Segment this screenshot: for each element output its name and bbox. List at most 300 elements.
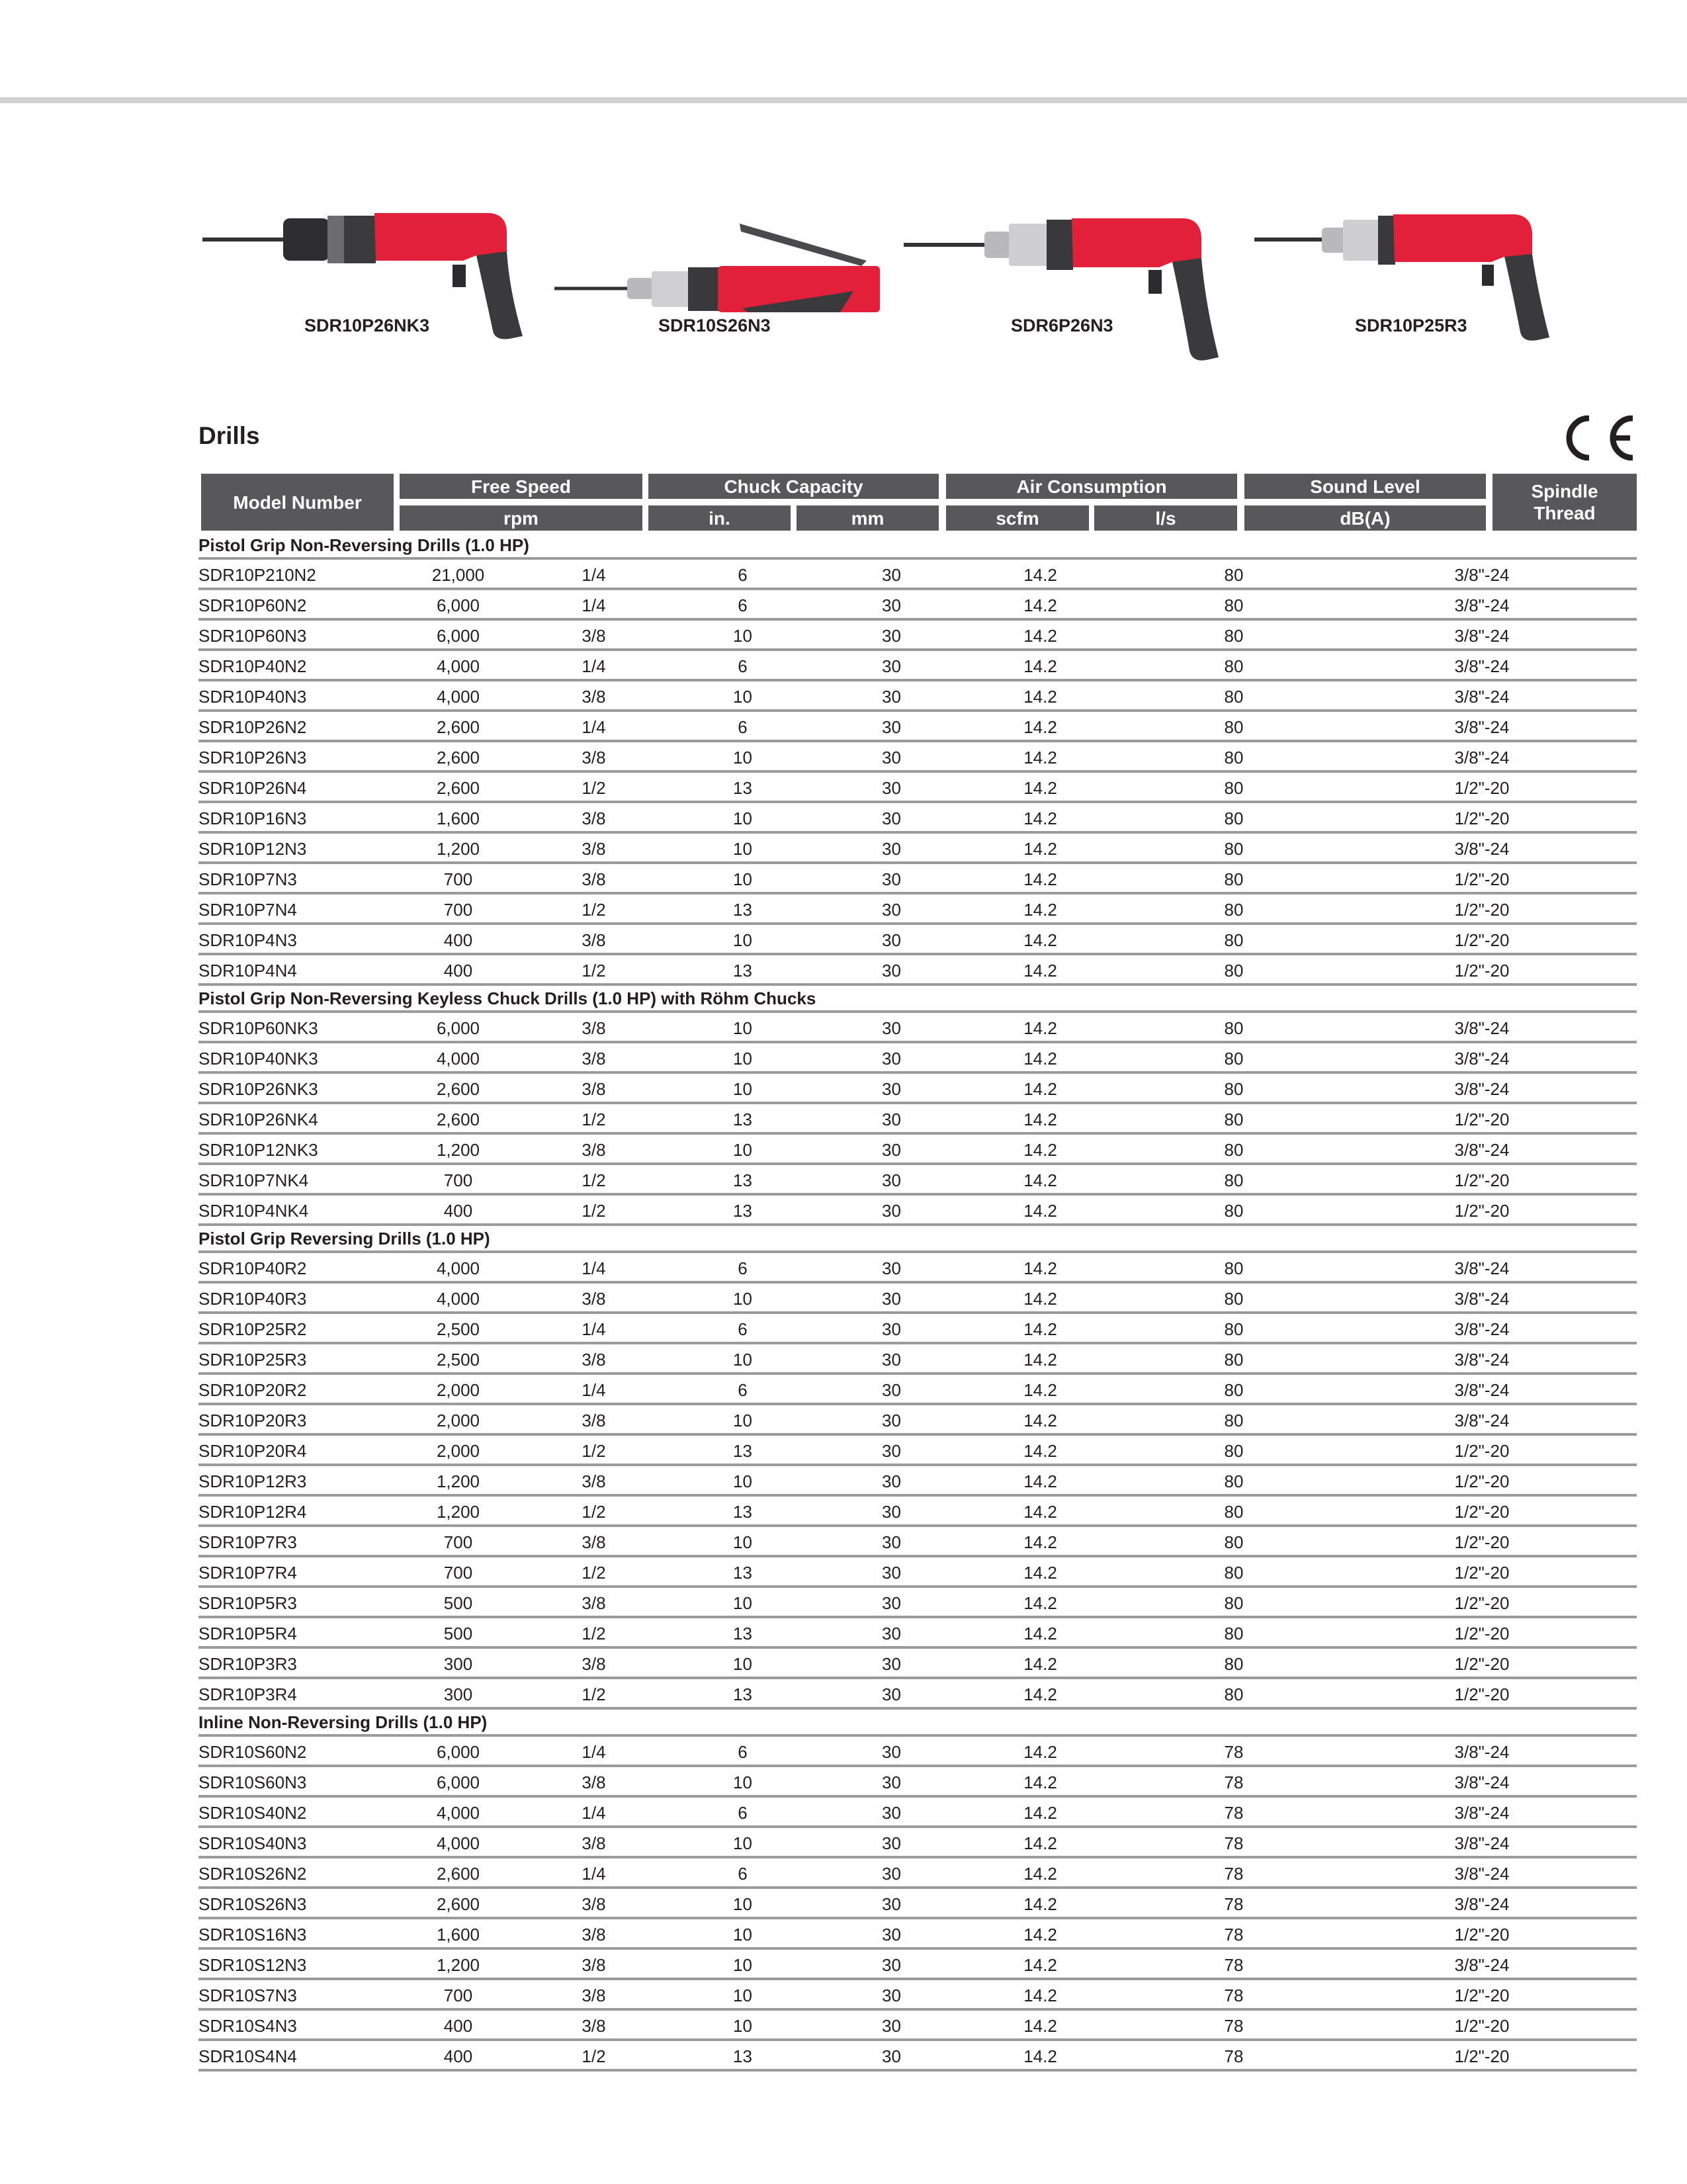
cell-free-speed-rpm: 2,600 xyxy=(436,1894,480,1914)
cell-model-number: SDR10P210N2 xyxy=(198,565,316,585)
cell-chuck-in: 3/8 xyxy=(582,1772,606,1792)
cell-chuck-mm: 13 xyxy=(733,2046,752,2066)
product-gallery xyxy=(0,165,1687,384)
cell-chuck-mm: 13 xyxy=(733,1110,752,1129)
cell-spindle-thread: 3/8"-24 xyxy=(1454,565,1510,585)
table-row xyxy=(198,1104,1637,1135)
top-divider-bar xyxy=(0,97,1687,103)
cell-air-ls: 14.2 xyxy=(1023,1532,1057,1552)
cell-air-scfm: 30 xyxy=(882,1532,901,1552)
cell-chuck-mm: 6 xyxy=(738,1380,748,1400)
cell-sound-dba: 80 xyxy=(1224,1258,1244,1278)
cell-free-speed-rpm: 700 xyxy=(443,1170,473,1190)
cell-chuck-mm: 10 xyxy=(733,1654,752,1674)
cell-chuck-in: 1/2 xyxy=(582,1502,606,1522)
cell-model-number: SDR10S7N3 xyxy=(198,1986,297,2005)
cell-chuck-mm: 10 xyxy=(733,930,752,950)
cell-free-speed-rpm: 2,600 xyxy=(436,1079,480,1099)
cell-air-scfm: 30 xyxy=(882,1654,901,1674)
cell-air-ls: 14.2 xyxy=(1023,2016,1057,2036)
cell-spindle-thread: 3/8"-24 xyxy=(1454,748,1510,767)
cell-air-ls: 14.2 xyxy=(1023,869,1057,889)
cell-spindle-thread: 3/8"-24 xyxy=(1454,1742,1510,1762)
table-row xyxy=(198,681,1637,712)
cell-chuck-in: 1/4 xyxy=(582,595,606,615)
table-row xyxy=(198,1527,1637,1557)
cell-sound-dba: 80 xyxy=(1224,1563,1244,1583)
cell-sound-dba: 78 xyxy=(1224,1955,1244,1975)
cell-model-number: SDR10P20R2 xyxy=(198,1380,307,1400)
cell-air-ls: 14.2 xyxy=(1023,1380,1057,1400)
cell-air-ls: 14.2 xyxy=(1023,626,1057,646)
cell-chuck-mm: 10 xyxy=(733,839,752,859)
cell-model-number: SDR10P26NK4 xyxy=(198,1110,318,1129)
cell-chuck-mm: 10 xyxy=(733,1833,752,1853)
cell-air-scfm: 30 xyxy=(882,900,901,920)
cell-chuck-mm: 13 xyxy=(733,1201,752,1221)
cell-spindle-thread: 3/8"-24 xyxy=(1454,656,1510,676)
cell-air-scfm: 30 xyxy=(882,2016,901,2036)
cell-chuck-in: 3/8 xyxy=(582,869,606,889)
cell-chuck-in: 1/2 xyxy=(582,961,606,981)
cell-sound-dba: 78 xyxy=(1224,1986,1244,2005)
cell-free-speed-rpm: 1,200 xyxy=(436,1140,480,1160)
cell-model-number: SDR10S60N3 xyxy=(198,1772,307,1792)
cell-free-speed-rpm: 700 xyxy=(443,1532,473,1552)
cell-model-number: SDR10P26N2 xyxy=(198,717,307,737)
cell-chuck-mm: 6 xyxy=(738,595,748,615)
cell-sound-dba: 80 xyxy=(1224,1018,1244,1038)
cell-model-number: SDR10P12N3 xyxy=(198,839,307,859)
cell-chuck-mm: 13 xyxy=(733,1170,752,1190)
cell-chuck-mm: 10 xyxy=(733,808,752,828)
cell-spindle-thread: 3/8"-24 xyxy=(1454,717,1510,737)
cell-sound-dba: 80 xyxy=(1224,565,1244,585)
table-row xyxy=(198,1767,1637,1798)
cell-chuck-in: 3/8 xyxy=(582,1654,606,1674)
cell-spindle-thread: 1/2"-20 xyxy=(1454,1986,1510,2005)
cell-air-scfm: 30 xyxy=(882,1018,901,1038)
cell-chuck-mm: 10 xyxy=(733,1471,752,1491)
cell-model-number: SDR10P40N3 xyxy=(198,687,307,707)
cell-sound-dba: 80 xyxy=(1224,1441,1244,1461)
table-row xyxy=(198,1043,1637,1074)
header-label: Spindle xyxy=(1531,481,1598,502)
cell-chuck-in: 1/4 xyxy=(582,1319,606,1339)
cell-sound-dba: 80 xyxy=(1224,1502,1244,1522)
table-row xyxy=(198,1375,1637,1405)
cell-chuck-mm: 6 xyxy=(738,1319,748,1339)
cell-free-speed-rpm: 700 xyxy=(443,1986,473,2005)
cell-sound-dba: 78 xyxy=(1224,1742,1244,1762)
cell-air-scfm: 30 xyxy=(882,717,901,737)
header-label: Thread xyxy=(1534,503,1596,523)
table-row xyxy=(198,864,1637,895)
cell-chuck-mm: 10 xyxy=(733,2016,752,2036)
cell-chuck-mm: 10 xyxy=(733,1986,752,2005)
cell-sound-dba: 78 xyxy=(1224,1833,1244,1853)
cell-chuck-in: 3/8 xyxy=(582,1593,606,1613)
cell-air-ls: 14.2 xyxy=(1023,778,1057,798)
cell-air-ls: 14.2 xyxy=(1023,1350,1057,1370)
table-row xyxy=(198,1497,1637,1527)
cell-air-scfm: 30 xyxy=(882,869,901,889)
table-row xyxy=(198,2041,1637,2072)
cell-model-number: SDR10P7R3 xyxy=(198,1532,297,1552)
cell-chuck-mm: 13 xyxy=(733,1684,752,1704)
table-row xyxy=(198,1737,1637,1767)
table-row xyxy=(198,1919,1637,1950)
cell-air-scfm: 30 xyxy=(882,1925,901,1944)
cell-free-speed-rpm: 1,600 xyxy=(436,808,480,828)
cell-sound-dba: 80 xyxy=(1224,1471,1244,1491)
cell-air-ls: 14.2 xyxy=(1023,1079,1057,1099)
cell-model-number: SDR10P5R4 xyxy=(198,1624,297,1643)
cell-chuck-in: 1/4 xyxy=(582,1380,606,1400)
cell-chuck-mm: 10 xyxy=(733,869,752,889)
cell-air-ls: 14.2 xyxy=(1023,1593,1057,1613)
table-row xyxy=(198,1284,1637,1314)
cell-sound-dba: 78 xyxy=(1224,1894,1244,1914)
cell-air-ls: 14.2 xyxy=(1023,1563,1057,1583)
table-row xyxy=(198,1828,1637,1858)
cell-spindle-thread: 1/2"-20 xyxy=(1454,778,1510,798)
cell-spindle-thread: 3/8"-24 xyxy=(1454,839,1510,859)
cell-chuck-mm: 6 xyxy=(738,1742,748,1762)
cell-chuck-in: 3/8 xyxy=(582,1833,606,1853)
cell-sound-dba: 80 xyxy=(1224,1319,1244,1339)
cell-model-number: SDR10S60N2 xyxy=(198,1742,307,1762)
cell-spindle-thread: 1/2"-20 xyxy=(1454,1441,1510,1461)
cell-model-number: SDR10S12N3 xyxy=(198,1955,307,1975)
cell-air-scfm: 30 xyxy=(882,1684,901,1704)
table-row xyxy=(198,955,1637,986)
cell-spindle-thread: 3/8"-24 xyxy=(1454,1049,1510,1069)
cell-spindle-thread: 3/8"-24 xyxy=(1454,1833,1510,1853)
cell-sound-dba: 80 xyxy=(1224,1593,1244,1613)
cell-chuck-in: 1/2 xyxy=(582,1441,606,1461)
cell-spindle-thread: 3/8"-24 xyxy=(1454,1380,1510,1400)
cell-chuck-in: 1/4 xyxy=(582,565,606,585)
cell-spindle-thread: 3/8"-24 xyxy=(1454,1894,1510,1914)
cell-air-scfm: 30 xyxy=(882,1471,901,1491)
drill-image-inline xyxy=(549,218,893,318)
cell-air-scfm: 30 xyxy=(882,1563,901,1583)
cell-model-number: SDR10P3R3 xyxy=(198,1654,297,1674)
cell-air-ls: 14.2 xyxy=(1023,900,1057,920)
cell-free-speed-rpm: 6,000 xyxy=(436,626,480,646)
cell-spindle-thread: 3/8"-24 xyxy=(1454,1411,1510,1430)
cell-chuck-in: 3/8 xyxy=(582,808,606,828)
cell-air-ls: 14.2 xyxy=(1023,1201,1057,1221)
cell-air-ls: 14.2 xyxy=(1023,1411,1057,1430)
cell-chuck-mm: 10 xyxy=(733,1955,752,1975)
cell-spindle-thread: 3/8"-24 xyxy=(1454,1140,1510,1160)
cell-chuck-in: 1/4 xyxy=(582,1864,606,1884)
product-label: SDR10P25R3 xyxy=(1355,316,1467,335)
cell-spindle-thread: 1/2"-20 xyxy=(1454,1110,1510,1129)
cell-sound-dba: 78 xyxy=(1224,2016,1244,2036)
cell-chuck-in: 3/8 xyxy=(582,748,606,767)
cell-sound-dba: 80 xyxy=(1224,595,1244,615)
cell-free-speed-rpm: 2,600 xyxy=(436,1110,480,1129)
cell-chuck-in: 3/8 xyxy=(582,1986,606,2005)
header-chuck-mm xyxy=(797,505,939,531)
cell-free-speed-rpm: 400 xyxy=(443,930,473,950)
cell-air-ls: 14.2 xyxy=(1023,687,1057,707)
cell-free-speed-rpm: 21,000 xyxy=(431,565,485,585)
cell-sound-dba: 80 xyxy=(1224,656,1244,676)
cell-spindle-thread: 3/8"-24 xyxy=(1454,1864,1510,1884)
cell-chuck-in: 3/8 xyxy=(582,1411,606,1430)
table-row xyxy=(198,1649,1637,1679)
cell-air-scfm: 30 xyxy=(882,748,901,767)
ce-mark-icon xyxy=(1556,415,1637,460)
cell-free-speed-rpm: 2,000 xyxy=(436,1441,480,1461)
cell-sound-dba: 80 xyxy=(1224,1411,1244,1430)
cell-chuck-in: 3/8 xyxy=(582,1955,606,1975)
cell-air-scfm: 30 xyxy=(882,930,901,950)
cell-free-speed-rpm: 6,000 xyxy=(436,1772,480,1792)
cell-spindle-thread: 1/2"-20 xyxy=(1454,808,1510,828)
cell-sound-dba: 80 xyxy=(1224,626,1244,646)
cell-spindle-thread: 1/2"-20 xyxy=(1454,961,1510,981)
cell-chuck-mm: 10 xyxy=(733,1411,752,1430)
cell-free-speed-rpm: 500 xyxy=(443,1593,473,1613)
cell-air-scfm: 30 xyxy=(882,1319,901,1339)
table-row xyxy=(198,621,1637,651)
cell-model-number: SDR10P4NK4 xyxy=(198,1201,309,1221)
cell-air-scfm: 30 xyxy=(882,2046,901,2066)
cell-chuck-in: 1/2 xyxy=(582,1563,606,1583)
header-label: dB(A) xyxy=(1340,507,1391,529)
cell-air-ls: 14.2 xyxy=(1023,1289,1057,1309)
cell-model-number: SDR10P4N4 xyxy=(198,961,297,981)
cell-spindle-thread: 3/8"-24 xyxy=(1454,687,1510,707)
table-row xyxy=(198,560,1637,590)
cell-air-scfm: 30 xyxy=(882,1864,901,1884)
cell-chuck-mm: 6 xyxy=(738,717,748,737)
cell-chuck-mm: 10 xyxy=(733,626,752,646)
table-row xyxy=(198,1950,1637,1980)
cell-chuck-in: 1/2 xyxy=(582,900,606,920)
cell-free-speed-rpm: 4,000 xyxy=(436,656,480,676)
cell-free-speed-rpm: 700 xyxy=(443,869,473,889)
group-title: Pistol Grip Non-Reversing Keyless Chuck Drills (1.0 HP) with Röhm Chucks xyxy=(198,986,1637,1013)
header-model-number xyxy=(201,474,394,531)
table-row xyxy=(198,651,1637,681)
cell-spindle-thread: 3/8"-24 xyxy=(1454,1289,1510,1309)
header-label: scfm xyxy=(996,507,1039,529)
header-label: Chuck Capacity xyxy=(724,476,863,497)
header-label: Model Number xyxy=(233,492,362,513)
cell-model-number: SDR10P3R4 xyxy=(198,1684,297,1704)
cell-air-ls: 14.2 xyxy=(1023,1624,1057,1643)
cell-free-speed-rpm: 300 xyxy=(443,1654,473,1674)
cell-air-ls: 14.2 xyxy=(1023,1772,1057,1792)
cell-chuck-mm: 6 xyxy=(738,1864,748,1884)
cell-model-number: SDR10S26N3 xyxy=(198,1894,307,1914)
cell-air-scfm: 30 xyxy=(882,1170,901,1190)
cell-spindle-thread: 1/2"-20 xyxy=(1454,1624,1510,1643)
cell-chuck-in: 3/8 xyxy=(582,930,606,950)
cell-chuck-in: 1/2 xyxy=(582,1684,606,1704)
cell-free-speed-rpm: 2,600 xyxy=(436,1864,480,1884)
cell-model-number: SDR10P5R3 xyxy=(198,1593,297,1613)
cell-chuck-mm: 6 xyxy=(738,1258,748,1278)
drill-image-pistol xyxy=(900,192,1244,371)
header-sound-unit xyxy=(1244,505,1486,531)
cell-air-ls: 14.2 xyxy=(1023,1803,1057,1823)
cell-chuck-mm: 13 xyxy=(733,1624,752,1643)
cell-air-scfm: 30 xyxy=(882,1955,901,1975)
cell-air-ls: 14.2 xyxy=(1023,748,1057,767)
group-title: Inline Non-Reversing Drills (1.0 HP) xyxy=(198,1710,1637,1737)
cell-spindle-thread: 1/2"-20 xyxy=(1454,2046,1510,2066)
cell-model-number: SDR10P40R2 xyxy=(198,1258,307,1278)
table-row xyxy=(198,1344,1637,1375)
cell-sound-dba: 80 xyxy=(1224,1624,1244,1643)
cell-chuck-mm: 10 xyxy=(733,687,752,707)
cell-air-scfm: 30 xyxy=(882,1772,901,1792)
table-row xyxy=(198,1557,1637,1588)
cell-chuck-mm: 10 xyxy=(733,1289,752,1309)
cell-model-number: SDR10S16N3 xyxy=(198,1925,307,1944)
cell-sound-dba: 80 xyxy=(1224,778,1244,798)
table-row xyxy=(198,1436,1637,1466)
cell-spindle-thread: 3/8"-24 xyxy=(1454,1803,1510,1823)
cell-free-speed-rpm: 400 xyxy=(443,1201,473,1221)
table-row xyxy=(198,834,1637,864)
cell-air-scfm: 30 xyxy=(882,1380,901,1400)
cell-air-scfm: 30 xyxy=(882,778,901,798)
cell-sound-dba: 80 xyxy=(1224,1170,1244,1190)
cell-air-ls: 14.2 xyxy=(1023,1170,1057,1190)
cell-chuck-mm: 10 xyxy=(733,1894,752,1914)
cell-model-number: SDR10P7N4 xyxy=(198,900,297,920)
table-row xyxy=(198,1165,1637,1196)
cell-chuck-in: 3/8 xyxy=(582,1140,606,1160)
table-row xyxy=(198,1889,1637,1919)
cell-chuck-in: 3/8 xyxy=(582,1049,606,1069)
cell-chuck-mm: 10 xyxy=(733,1925,752,1944)
cell-sound-dba: 78 xyxy=(1224,1772,1244,1792)
cell-chuck-mm: 6 xyxy=(738,1803,748,1823)
cell-air-ls: 14.2 xyxy=(1023,961,1057,981)
cell-free-speed-rpm: 1,200 xyxy=(436,1502,480,1522)
cell-sound-dba: 80 xyxy=(1224,1049,1244,1069)
cell-chuck-mm: 6 xyxy=(738,565,748,585)
cell-chuck-in: 3/8 xyxy=(582,1018,606,1038)
cell-model-number: SDR10P12NK3 xyxy=(198,1140,318,1160)
cell-chuck-in: 1/2 xyxy=(582,1201,606,1221)
cell-free-speed-rpm: 4,000 xyxy=(436,1803,480,1823)
cell-model-number: SDR10P26N4 xyxy=(198,778,307,798)
cell-sound-dba: 80 xyxy=(1224,900,1244,920)
cell-chuck-in: 3/8 xyxy=(582,839,606,859)
cell-free-speed-rpm: 2,600 xyxy=(436,748,480,767)
cell-free-speed-rpm: 6,000 xyxy=(436,1742,480,1762)
cell-air-scfm: 30 xyxy=(882,1502,901,1522)
table-row xyxy=(198,2011,1637,2041)
cell-model-number: SDR10P40NK3 xyxy=(198,1049,318,1069)
cell-free-speed-rpm: 2,500 xyxy=(436,1350,480,1370)
cell-sound-dba: 78 xyxy=(1224,2046,1244,2066)
cell-spindle-thread: 3/8"-24 xyxy=(1454,1018,1510,1038)
cell-chuck-mm: 10 xyxy=(733,748,752,767)
cell-air-ls: 14.2 xyxy=(1023,1140,1057,1160)
cell-air-scfm: 30 xyxy=(882,1079,901,1099)
cell-free-speed-rpm: 4,000 xyxy=(436,687,480,707)
cell-spindle-thread: 1/2"-20 xyxy=(1454,1532,1510,1552)
cell-sound-dba: 80 xyxy=(1224,687,1244,707)
cell-sound-dba: 80 xyxy=(1224,1289,1244,1309)
cell-free-speed-rpm: 700 xyxy=(443,900,473,920)
cell-model-number: SDR10P25R2 xyxy=(198,1319,307,1339)
cell-chuck-mm: 10 xyxy=(733,1018,752,1038)
header-free-speed-unit xyxy=(400,505,642,531)
cell-air-scfm: 30 xyxy=(882,808,901,828)
cell-sound-dba: 80 xyxy=(1224,1201,1244,1221)
page-title: Drills xyxy=(198,422,260,449)
cell-model-number: SDR10P40N2 xyxy=(198,656,307,676)
table-row xyxy=(198,1798,1637,1828)
product-label: SDR10S26N3 xyxy=(658,316,771,335)
cell-air-scfm: 30 xyxy=(882,1411,901,1430)
cell-chuck-in: 1/2 xyxy=(582,1624,606,1643)
cell-model-number: SDR10P7N3 xyxy=(198,869,297,889)
cell-sound-dba: 80 xyxy=(1224,1350,1244,1370)
cell-model-number: SDR10P60N2 xyxy=(198,595,307,615)
cell-model-number: SDR10P60N3 xyxy=(198,626,307,646)
cell-spindle-thread: 3/8"-24 xyxy=(1454,1350,1510,1370)
cell-air-scfm: 30 xyxy=(882,1624,901,1643)
cell-free-speed-rpm: 300 xyxy=(443,1684,473,1704)
cell-chuck-mm: 13 xyxy=(733,1563,752,1583)
cell-chuck-in: 1/2 xyxy=(582,1110,606,1129)
table-row xyxy=(198,1314,1637,1344)
cell-chuck-in: 3/8 xyxy=(582,1289,606,1309)
header-label: Air Consumption xyxy=(1016,476,1167,497)
cell-air-scfm: 30 xyxy=(882,961,901,981)
cell-chuck-mm: 10 xyxy=(733,1593,752,1613)
cell-air-ls: 14.2 xyxy=(1023,1684,1057,1704)
cell-air-scfm: 30 xyxy=(882,1350,901,1370)
table-row xyxy=(198,895,1637,925)
cell-spindle-thread: 3/8"-24 xyxy=(1454,1079,1510,1099)
cell-air-scfm: 30 xyxy=(882,1441,901,1461)
table-row xyxy=(198,590,1637,621)
table-row xyxy=(198,1980,1637,2011)
cell-air-ls: 14.2 xyxy=(1023,1018,1057,1038)
cell-spindle-thread: 1/2"-20 xyxy=(1454,1684,1510,1704)
cell-free-speed-rpm: 500 xyxy=(443,1624,473,1643)
cell-spindle-thread: 3/8"-24 xyxy=(1454,1955,1510,1975)
cell-sound-dba: 80 xyxy=(1224,1654,1244,1674)
cell-air-ls: 14.2 xyxy=(1023,1502,1057,1522)
cell-chuck-in: 3/8 xyxy=(582,2016,606,2036)
cell-air-scfm: 30 xyxy=(882,1201,901,1221)
cell-air-ls: 14.2 xyxy=(1023,1110,1057,1129)
header-air-scfm xyxy=(946,505,1089,531)
cell-spindle-thread: 3/8"-24 xyxy=(1454,595,1510,615)
cell-spindle-thread: 1/2"-20 xyxy=(1454,1201,1510,1221)
cell-sound-dba: 80 xyxy=(1224,1110,1244,1129)
cell-air-ls: 14.2 xyxy=(1023,1833,1057,1853)
cell-spindle-thread: 3/8"-24 xyxy=(1454,1772,1510,1792)
cell-chuck-in: 1/2 xyxy=(582,1170,606,1190)
cell-air-scfm: 30 xyxy=(882,565,901,585)
